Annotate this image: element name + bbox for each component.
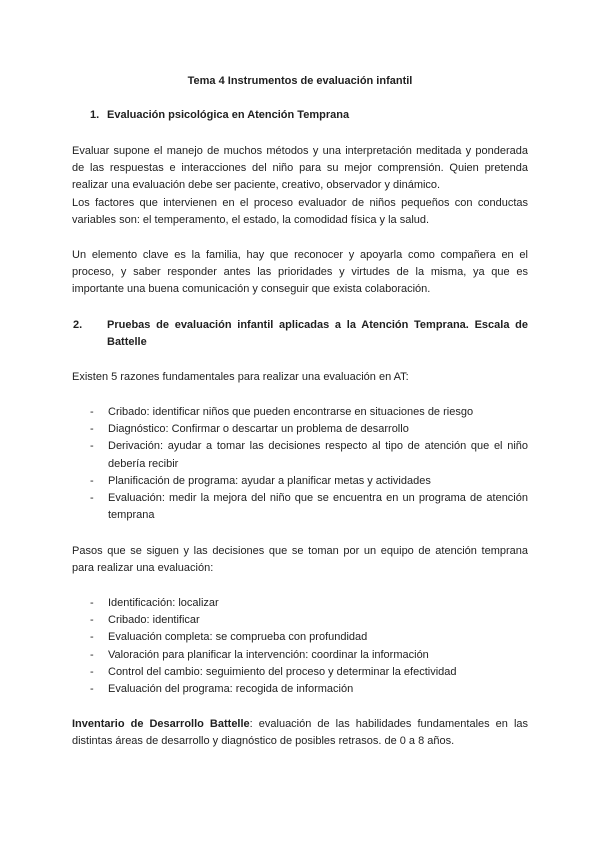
section-2-heading [73, 317, 528, 351]
reasons-list [72, 404, 528, 524]
inventory-paragraph [72, 716, 528, 750]
list-item: - Planificación de programa: ayudar a planificar metas y actividades [72, 473, 528, 490]
inventory-label: Inventario de Desarrollo Battelle [72, 718, 250, 730]
section-1-heading [90, 107, 528, 124]
bullet-dash: - [90, 683, 94, 696]
list-item: - Cribado: identificar niños que pueden encontrarse en situaciones de riesgo [72, 404, 528, 421]
bullet-dash: - [90, 440, 94, 453]
list-item: - Evaluación del programa: recogida de información [72, 681, 528, 698]
steps-intro: Pasos que se siguen y las decisiones que se toman por un equipo de atención temprana para realizar una evaluación: [72, 545, 528, 575]
section-2-intro: Existen 5 razones fundamentales para realizar una evaluación en AT: [72, 371, 409, 383]
steps-list [72, 595, 528, 698]
section-1-number: 1. [90, 109, 100, 121]
list-item: - Diagnóstico: Confirmar o descartar un problema de desarrollo [72, 421, 528, 438]
list-item: - Evaluación: medir la mejora del niño que se encuentra en un programa de atención temprana [90, 492, 528, 522]
document-title: Tema 4 Instrumentos de evaluación infantil [187, 75, 413, 87]
list-item: - Control del cambio: seguimiento del proceso y determinar la efectividad [72, 664, 528, 681]
section-1-paragraph-2: Un elemento clave es la familia, hay que reconocer y apoyarla como compañera en el proceso, y saber responder antes las prioridades y virtudes de la misma, ya que es importante una buena comunicación y conseguir que exista colaboración. [72, 249, 528, 296]
bullet-dash: - [90, 631, 94, 644]
section-2-heading-text: Pruebas de evaluación infantil aplicadas a la Atención Temprana. Escala de Battelle [107, 319, 528, 349]
bullet-dash: - [90, 492, 94, 505]
section-1-paragraph-1 [72, 143, 528, 229]
section-1-paragraph-1-sentence-b: Los factores que intervienen en el proceso evaluador de niños pequeños con conductas variables son: el temperamento, el estado, la comodidad física y la salud. [72, 196, 528, 226]
section-2-number: 2. [73, 319, 83, 331]
list-item: - Derivación: ayudar a tomar las decisiones respecto al tipo de atención que el niño debería recibir [90, 440, 528, 470]
list-item: - Cribado: identificar [72, 612, 528, 629]
bullet-dash: - [90, 406, 94, 418]
section-1-paragraph-1-sentence-a: Evaluar supone el manejo de muchos métodos y una interpretación meditada y ponderada de las respuestas e interacciones del niño para su mejor comprensión. Quien pretenda realizar una evaluación debe ser paciente, creativo, observador y dinámico. [72, 145, 528, 192]
bullet-dash: - [90, 614, 94, 627]
bullet-dash: - [90, 597, 94, 609]
list-item: - Valoración para planificar la intervención: coordinar la información [72, 647, 528, 664]
bullet-dash: - [90, 648, 94, 661]
bullet-dash: - [90, 474, 94, 487]
list-item: - Evaluación completa: se comprueba con profundidad [72, 629, 528, 646]
bullet-dash: - [90, 423, 94, 436]
section-1-heading-text: Evaluación psicológica en Atención Temprana [107, 109, 350, 121]
bullet-dash: - [90, 665, 94, 678]
list-item: - Identificación: localizar [72, 595, 528, 612]
inventory-text: : evaluación de las habilidades fundamentales en las distintas áreas de desarrollo y diagnóstico de posibles retrasos. de 0 a 8 años. [72, 718, 529, 748]
